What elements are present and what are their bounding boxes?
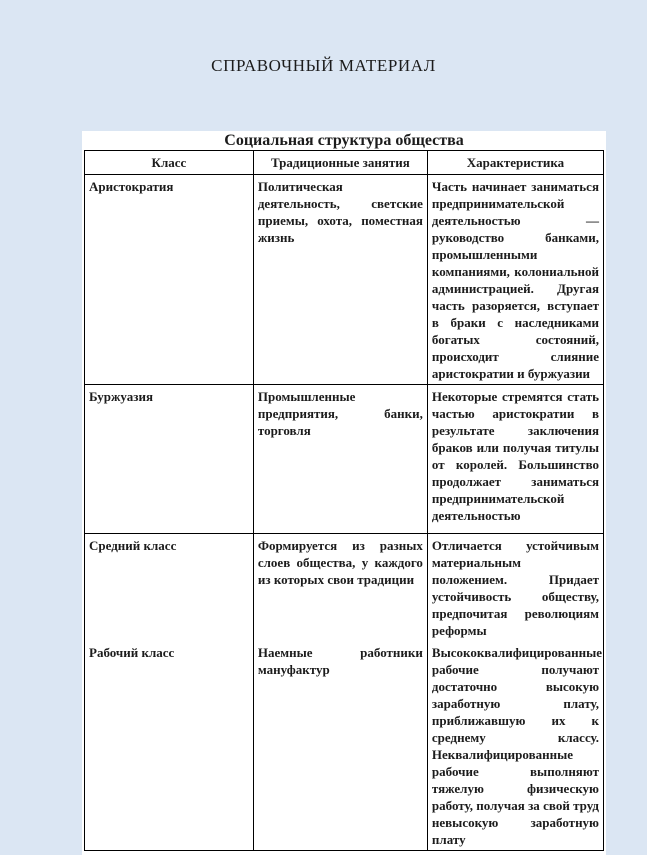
cell-middle-class-characteristic: Отличается устойчивым материальным положением. Придает устойчивость обществу, предпочитая революциям реформы: [431, 538, 599, 638]
cell-aristocracy-characteristic: Часть начинает заниматься предпринимательской деятельностью — руководство банками, промышленными компаниями, колониальной администрацией. Другая часть разоряется, вступает в браки с наследниками богатых состояний, происходит слияние аристократии и буржуазии: [428, 175, 603, 385]
column-header-occupations: Традиционные занятия: [254, 151, 428, 175]
row-working-class: [85, 641, 603, 850]
cell-middle-class-occupations: Формируется из разных слоев общества, у каждого из которых свои традиции: [254, 534, 428, 641]
column-header-characteristic: Характеристика: [428, 151, 603, 175]
page-title: СПРАВОЧНЫЙ МАТЕРИАЛ: [211, 56, 436, 75]
row-middle-class: [85, 534, 603, 641]
table-title: Социальная структура общества: [224, 132, 464, 149]
cell-bourgeoisie-class: Буржуазия: [85, 385, 254, 534]
cell-bourgeoisie-occupations: Промышленные предприятия, банки, торговля: [254, 385, 428, 534]
row-bourgeoisie: [85, 385, 603, 534]
cell-aristocracy-class: Аристократия: [85, 175, 254, 385]
cell-aristocracy-occupations: Политическая деятельность, светские приемы, охота, поместная жизнь: [254, 175, 428, 385]
row-aristocracy: [85, 175, 603, 385]
cell-working-class-characteristic: Высококвалифицированные рабочие получают достаточно высокую заработную плату, приближавшую их к среднему классу. Неквалифицированные рабочие выполняют тяжелую физическую работу, получая за свой труд невысокую заработную плату: [431, 645, 603, 847]
cell-working-class-occupations: Наемные работники мануфактур: [254, 641, 428, 850]
header-row: [85, 151, 603, 175]
social-structure-table: [84, 150, 604, 851]
document-panel: [82, 131, 606, 855]
cell-middle-class-class: Средний класс: [85, 534, 254, 641]
cell-bourgeoisie-characteristic: Некоторые стремятся стать частью аристократии в результате заключения браков или получая титулы от королей. Большинство продолжает заниматься предпринимательской деятельностью: [428, 385, 603, 534]
cell-working-class-class: Рабочий класс: [85, 641, 254, 850]
column-header-class: Класс: [85, 151, 254, 175]
